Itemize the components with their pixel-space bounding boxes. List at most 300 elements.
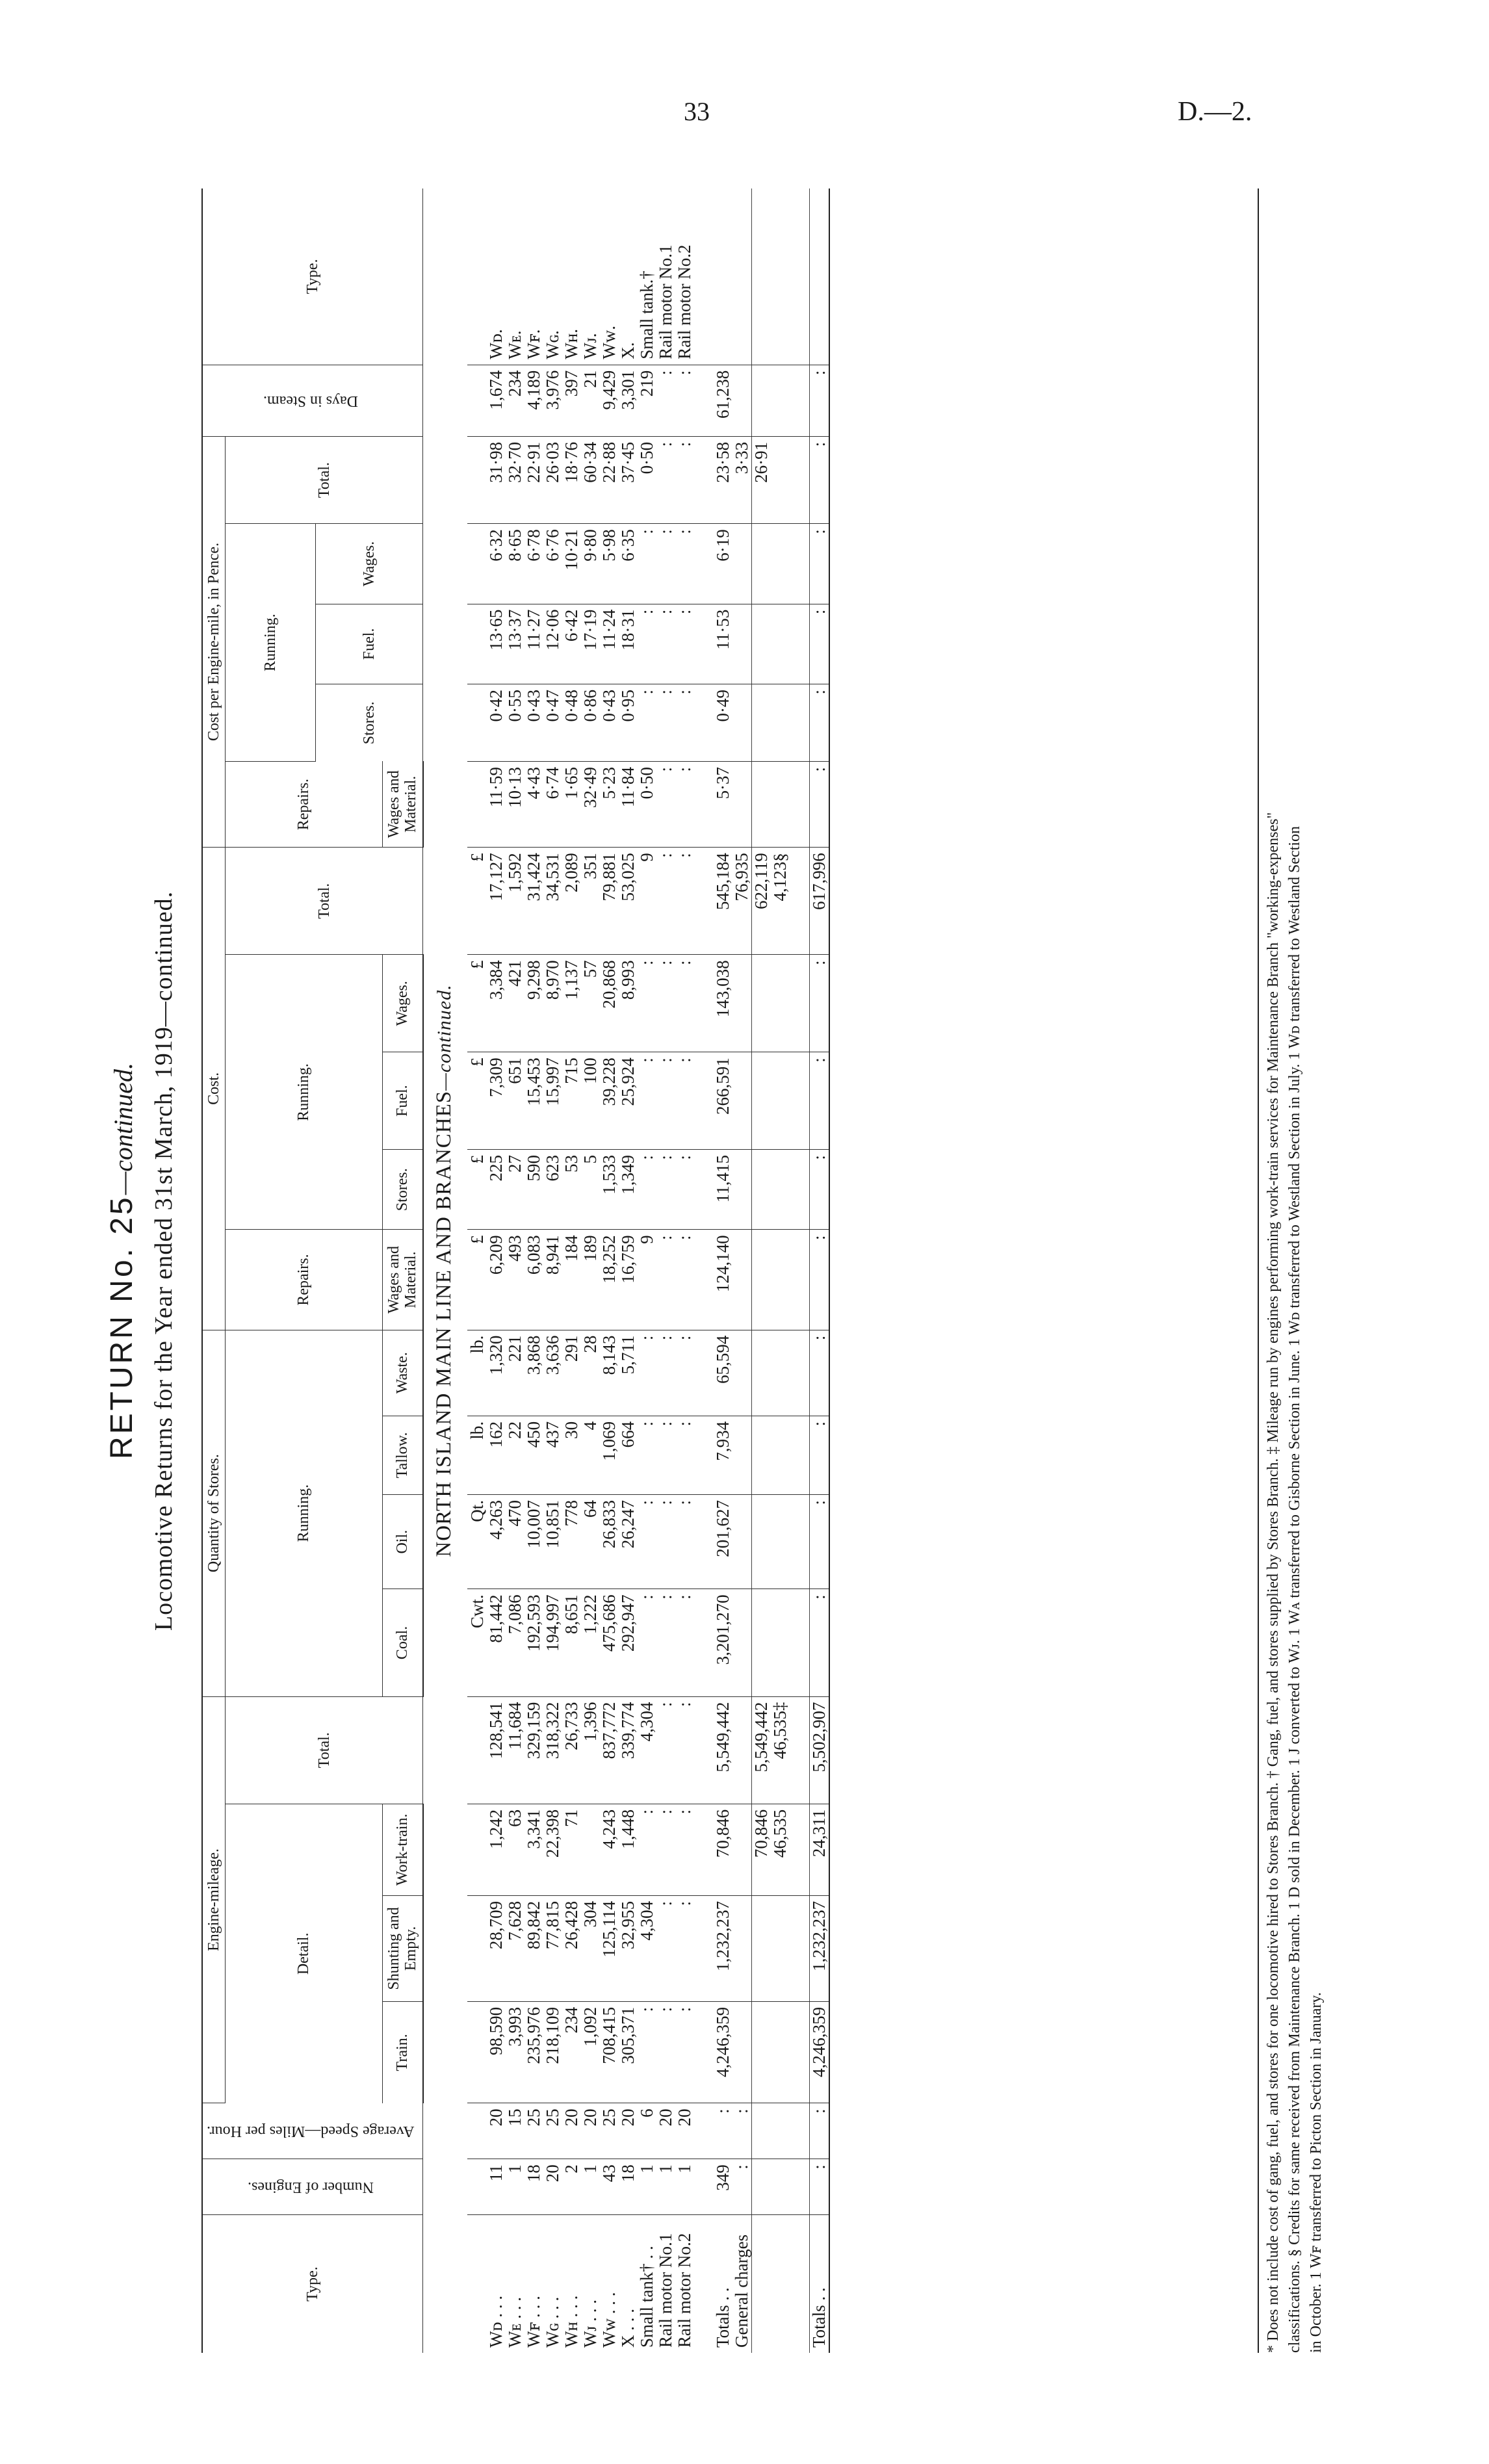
table-cell: Cwt.	[467, 1589, 487, 1696]
table-cell: 1·65	[562, 762, 581, 848]
table-cell: 26,833	[600, 1495, 619, 1589]
table-cell: 1,396	[581, 1696, 600, 1804]
table-cell	[771, 365, 790, 436]
table-cell	[771, 1495, 790, 1589]
table-cell: :	[809, 1495, 829, 1589]
header-cost-fuel: Fuel.	[382, 1052, 422, 1150]
table-cell	[581, 1804, 600, 1895]
table-cell: 6·78	[524, 524, 543, 604]
table-cell	[714, 188, 732, 365]
table-cell: 10,007	[524, 1495, 543, 1589]
table-cell: Wᴡ . . .	[599, 2292, 619, 2348]
table-cell: 3,301	[619, 365, 638, 436]
table-cell: 590	[524, 1150, 543, 1230]
table-cell: :	[675, 365, 694, 436]
table-cell: 266,591	[714, 1052, 732, 1150]
table-cell: 493	[506, 1230, 524, 1330]
header-train: Train.	[382, 2001, 422, 2103]
table-cell: Rail motor No.1	[655, 2233, 675, 2348]
table-cell: 81,442	[487, 1589, 506, 1696]
table-cell	[467, 436, 487, 523]
table-cell: :	[675, 436, 694, 523]
table-cell: 837,772	[600, 1696, 619, 1804]
table-cell: 3,201,270	[714, 1589, 732, 1696]
table-row	[543, 188, 562, 2353]
return-title-main: RETURN No. 25	[105, 1195, 139, 1460]
table-cell: 0·95	[619, 684, 638, 762]
header-cost-total: Total.	[226, 848, 423, 955]
table-cell	[751, 1589, 771, 1696]
table-row	[600, 188, 619, 2353]
spacer-cell	[694, 1416, 714, 1494]
table-cell: 349	[714, 2159, 732, 2215]
table-cell: :	[809, 1416, 829, 1494]
table-cell: :	[656, 524, 675, 604]
table-cell: 25,924	[619, 1052, 638, 1150]
table-cell: 26·91	[751, 436, 771, 523]
table-cell	[467, 1804, 487, 1895]
header-cost-wages-material: Wages and Material.	[382, 1230, 422, 1330]
table-cell: 4,123§	[771, 848, 790, 955]
table-cell: 6	[638, 2103, 656, 2159]
table-cell: 77,815	[543, 1895, 562, 2001]
table-cell: :	[675, 1495, 694, 1589]
table-cell	[467, 365, 487, 436]
table-cell: 18·31	[619, 604, 638, 684]
header-cost-repairs: Repairs.	[226, 1230, 382, 1330]
table-cell: 15	[506, 2103, 524, 2159]
table-cell: 20	[581, 2103, 600, 2159]
table-cell: :	[809, 2103, 829, 2159]
table-cell: 20	[562, 2103, 581, 2159]
table-cell: 9	[638, 848, 656, 955]
table-cell: :	[809, 1150, 829, 1230]
table-cell	[467, 1696, 487, 1804]
spacer-cell	[694, 2103, 714, 2159]
table-cell	[751, 1895, 771, 2001]
table-cell: 3,341	[524, 1804, 543, 1895]
grand-total-row	[809, 188, 829, 2353]
table-cell	[771, 188, 790, 365]
table-cell: 11·27	[524, 604, 543, 684]
table-cell	[732, 1052, 752, 1150]
header-shunting: Shunting and Empty.	[382, 1895, 422, 2001]
header-mileage-total: Total.	[226, 1696, 423, 1804]
table-cell	[751, 762, 771, 848]
spacer-cell	[790, 1804, 810, 1895]
spacer-cell	[694, 604, 714, 684]
table-cell: 1,349	[619, 1150, 638, 1230]
table-cell	[732, 1150, 752, 1230]
table-cell	[751, 2215, 771, 2353]
table-cell	[732, 365, 752, 436]
table-cell: 18	[619, 2159, 638, 2215]
table-row	[506, 188, 524, 2353]
table-cell	[751, 1230, 771, 1330]
table-cell: 128,541	[487, 1696, 506, 1804]
table-cell: :	[732, 2103, 752, 2159]
table-cell: Wɢ.	[543, 188, 562, 365]
table-cell: 5·98	[600, 524, 619, 604]
table-cell: 7,628	[506, 1895, 524, 2001]
table-cell	[771, 1416, 790, 1494]
table-cell	[732, 1696, 752, 1804]
spacer-cell	[694, 684, 714, 762]
table-cell: 18,252	[600, 1230, 619, 1330]
table-cell: :	[675, 1150, 694, 1230]
table-row	[656, 188, 675, 2353]
spacer-cell	[694, 2215, 714, 2353]
header-pence-repairs: Repairs.	[226, 762, 382, 848]
table-cell: Rail motor No.2	[674, 2233, 694, 2348]
spacer-cell	[790, 1052, 810, 1150]
table-cell: 7,934	[714, 1416, 732, 1494]
spacer-cell	[790, 1895, 810, 2001]
spacer-cell	[694, 1589, 714, 1696]
table-cell: :	[638, 1495, 656, 1589]
table-cell	[751, 1052, 771, 1150]
table-cell: 4	[581, 1416, 600, 1494]
return-subtitle: Locomotive Returns for the Year ended 31st March, 1919—continued.	[150, 890, 177, 1631]
table-cell: 8,941	[543, 1230, 562, 1330]
table-cell: 4,263	[487, 1495, 506, 1589]
table-cell: 1	[506, 2159, 524, 2215]
table-cell: 22·88	[600, 436, 619, 523]
spacer-cell	[694, 762, 714, 848]
table-cell	[467, 2159, 487, 2215]
table-cell: 0·55	[506, 684, 524, 762]
table-cell: :	[809, 762, 829, 848]
locomotive-returns-table	[201, 188, 830, 2353]
table-cell	[771, 524, 790, 604]
table-cell: 3,636	[543, 1330, 562, 1416]
table-cell: :	[656, 1330, 675, 1416]
table-cell: 70,846	[714, 1804, 732, 1895]
table-cell: 76,935	[732, 848, 752, 955]
table-cell	[771, 1589, 790, 1696]
table-cell: 1,592	[506, 848, 524, 955]
table-cell	[467, 684, 487, 762]
table-row	[619, 188, 638, 2353]
table-cell: 20	[487, 2103, 506, 2159]
spacer-cell	[694, 524, 714, 604]
table-cell: 8,143	[600, 1330, 619, 1416]
table-cell: 5·23	[600, 762, 619, 848]
table-cell	[771, 604, 790, 684]
table-cell: 70,846	[751, 1804, 771, 1895]
table-cell	[771, 2215, 790, 2353]
table-cell: :	[675, 762, 694, 848]
header-pence-wages: Wages.	[315, 524, 422, 604]
table-cell: 10·13	[506, 762, 524, 848]
table-cell: :	[656, 365, 675, 436]
table-cell: 0·48	[562, 684, 581, 762]
header-pence-wages-material: Wages and Material.	[382, 762, 422, 848]
table-row	[562, 188, 581, 2353]
spacer-cell	[790, 1150, 810, 1230]
totals-row	[751, 188, 771, 2353]
table-cell: Wɢ . . .	[542, 2296, 562, 2348]
table-cell: :	[675, 1895, 694, 2001]
header-type-right: Type.	[202, 188, 423, 365]
table-cell	[771, 2103, 790, 2159]
table-cell: Wᴇ.	[506, 188, 524, 365]
table-cell: 2,089	[562, 848, 581, 955]
table-cell: Totals . .	[809, 2215, 829, 2353]
table-cell: lb.	[467, 1330, 487, 1416]
table-cell	[732, 1416, 752, 1494]
spacer-cell	[790, 1589, 810, 1696]
table-cell: 3,384	[487, 955, 506, 1052]
table-cell: 26,733	[562, 1696, 581, 1804]
spacer-cell	[790, 1330, 810, 1416]
table-cell: 318,322	[543, 1696, 562, 1804]
table-cell: 5,549,442	[714, 1696, 732, 1804]
table-cell	[751, 1495, 771, 1589]
table-cell: :	[675, 2001, 694, 2103]
table-cell: 1,069	[600, 1416, 619, 1494]
table-cell: :	[675, 955, 694, 1052]
table-cell: 475,686	[600, 1589, 619, 1696]
table-cell	[771, 1150, 790, 1230]
table-cell: 63	[506, 1804, 524, 1895]
table-cell	[771, 762, 790, 848]
table-cell: 89,842	[524, 1895, 543, 2001]
table-cell: 5,502,907	[809, 1696, 829, 1804]
table-cell: 0·43	[524, 684, 543, 762]
table-cell: 6·42	[562, 604, 581, 684]
table-cell: 1,533	[600, 1150, 619, 1230]
spacer-cell	[694, 188, 714, 365]
table-cell: :	[656, 1589, 675, 1696]
table-cell: 329,159	[524, 1696, 543, 1804]
table-cell: Wʜ . . .	[561, 2295, 581, 2348]
table-cell	[732, 1895, 752, 2001]
table-row	[581, 188, 600, 2353]
table-cell: 26·03	[543, 436, 562, 523]
table-cell: 421	[506, 955, 524, 1052]
table-cell: 53,025	[619, 848, 638, 955]
table-cell: 1,674	[487, 365, 506, 436]
footnote-line: * Does not include cost of gang, fuel, and stores for one locomotive hired to Stores Branch. † Gang, fuel, and stores supplied by Stores Branch. ‡ Mileage run by engines performing work-train services for Maintenance Branch "working-expenses"	[1265, 812, 1282, 2353]
table-cell: :	[638, 1150, 656, 1230]
table-cell: 305,371	[619, 2001, 638, 2103]
table-cell	[751, 365, 771, 436]
header-pence-total: Total.	[226, 436, 423, 523]
table-cell: 4,246,359	[714, 2001, 732, 2103]
table-cell	[732, 955, 752, 1052]
spacer-cell	[790, 1230, 810, 1330]
table-cell: Wᴅ . . .	[486, 2295, 506, 2348]
table-cell: 46,535‡	[771, 1696, 790, 1804]
table-cell	[732, 762, 752, 848]
table-cell	[771, 955, 790, 1052]
table-cell	[751, 1330, 771, 1416]
table-cell: 8,651	[562, 1589, 581, 1696]
table-cell: 351	[581, 848, 600, 955]
table-cell: 11	[487, 2159, 506, 2215]
header-pence-running: Running.	[226, 524, 315, 762]
table-cell: Wꜰ.	[524, 188, 543, 365]
spacer-cell	[694, 1150, 714, 1230]
table-cell: 708,415	[600, 2001, 619, 2103]
header-work-train: Work-train.	[382, 1804, 422, 1895]
table-cell: 6·35	[619, 524, 638, 604]
table-cell: 26,428	[562, 1895, 581, 2001]
header-type: Type.	[202, 2215, 423, 2353]
spacer-cell	[694, 1495, 714, 1589]
table-cell: 2	[562, 2159, 581, 2215]
section-heading: NORTH ISLAND MAIN LINE AND BRANCHES—continued.	[432, 984, 456, 1557]
spacer-cell	[694, 1052, 714, 1150]
spacer-cell	[790, 848, 810, 955]
table-cell	[467, 524, 487, 604]
table-cell: Wꜰ . . .	[523, 2296, 543, 2348]
header-cost-running: Running.	[226, 955, 382, 1230]
table-cell: 8,970	[543, 955, 562, 1052]
table-cell: 6·32	[487, 524, 506, 604]
table-cell: 234	[506, 365, 524, 436]
table-cell	[732, 524, 752, 604]
table-cell: Wᴊ.	[581, 188, 600, 365]
table-cell: 5	[581, 1150, 600, 1230]
table-cell	[771, 1230, 790, 1330]
table-cell: 1,137	[562, 955, 581, 1052]
table-cell: :	[638, 1589, 656, 1696]
spacer-cell	[790, 955, 810, 1052]
table-cell: 30	[562, 1416, 581, 1494]
table-cell: :	[638, 1804, 656, 1895]
table-cell: 13·37	[506, 604, 524, 684]
spacer-cell	[790, 365, 810, 436]
table-cell: :	[809, 1589, 829, 1696]
spacer-cell	[790, 2001, 810, 2103]
table-cell: Totals . .	[712, 2287, 732, 2348]
spacer-cell	[790, 604, 810, 684]
table-cell: 201,627	[714, 1495, 732, 1589]
table-cell: £	[467, 848, 487, 955]
header-average-speed: Average Speed—Miles per Hour.	[202, 2103, 423, 2159]
table-cell: 20,868	[600, 955, 619, 1052]
table-cell: 17·19	[581, 604, 600, 684]
table-cell: lb.	[467, 1416, 487, 1494]
spacer-cell	[790, 2215, 810, 2353]
header-cost: Cost.	[202, 848, 226, 1330]
spacer-cell	[790, 1416, 810, 1494]
table-row	[675, 188, 694, 2353]
table-cell	[771, 436, 790, 523]
table-cell	[809, 188, 829, 365]
table-cell: :	[809, 365, 829, 436]
table-cell: :	[809, 684, 829, 762]
table-cell: :	[638, 684, 656, 762]
table-cell: :	[675, 604, 694, 684]
table-cell: 65,594	[714, 1330, 732, 1416]
table-cell: 22,398	[543, 1804, 562, 1895]
table-cell: 622,119	[751, 848, 771, 955]
table-cell: 219	[638, 365, 656, 436]
return-title-continued: —continued.	[109, 1062, 138, 1195]
table-cell	[467, 188, 487, 365]
table-cell: 715	[562, 1052, 581, 1150]
table-cell: 778	[562, 1495, 581, 1589]
table-cell: :	[675, 1330, 694, 1416]
table-cell: :	[656, 436, 675, 523]
table-cell: 57	[581, 955, 600, 1052]
table-cell	[467, 2103, 487, 2159]
table-cell	[732, 604, 752, 684]
table-cell: :	[675, 684, 694, 762]
table-cell: 3·33	[732, 436, 752, 523]
table-cell: 0·50	[638, 436, 656, 523]
table-cell	[771, 1330, 790, 1416]
table-cell: :	[656, 1150, 675, 1230]
page-number: 33	[684, 97, 710, 126]
table-cell: Wᴡ.	[600, 188, 619, 365]
table-cell: 6·19	[714, 524, 732, 604]
table-cell: 0·50	[638, 762, 656, 848]
table-cell: :	[656, 1052, 675, 1150]
table-cell: 9,298	[524, 955, 543, 1052]
table-cell: 15,997	[543, 1052, 562, 1150]
table-cell: 545,184	[714, 848, 732, 955]
table-cell: 11,415	[714, 1150, 732, 1230]
header-oil: Oil.	[382, 1495, 422, 1589]
table-cell: X . . .	[617, 2309, 638, 2348]
table-cell: 31·98	[487, 436, 506, 523]
table-cell: 3,976	[543, 365, 562, 436]
table-cell	[771, 1895, 790, 2001]
table-cell: 98,590	[487, 2001, 506, 2103]
table-cell: 20	[675, 2103, 694, 2159]
table-cell: 651	[506, 1052, 524, 1150]
rotated-table-block	[104, 169, 1365, 2353]
table-cell: Wᴅ.	[487, 188, 506, 365]
header-coal: Coal.	[382, 1589, 422, 1696]
table-cell: 11·24	[600, 604, 619, 684]
table-cell: 16,759	[619, 1230, 638, 1330]
header-tallow: Tallow.	[382, 1416, 422, 1494]
table-cell: 0·43	[600, 684, 619, 762]
table-cell: 22·91	[524, 436, 543, 523]
table-cell: :	[675, 848, 694, 955]
table-cell: 1,242	[487, 1804, 506, 1895]
spacer-row	[694, 188, 714, 2353]
table-cell	[751, 188, 771, 365]
table-cell: 1	[581, 2159, 600, 2215]
table-cell	[751, 2103, 771, 2159]
table-cell: Small tank.†	[638, 188, 656, 365]
document-code: D.—2.	[1178, 97, 1252, 127]
table-cell: 27	[506, 1150, 524, 1230]
table-cell	[732, 188, 752, 365]
table-cell: Small tank† . .	[636, 2246, 656, 2348]
table-cell: 71	[562, 1804, 581, 1895]
table-cell: 79,881	[600, 848, 619, 955]
table-cell: 9,429	[600, 365, 619, 436]
table-cell	[467, 762, 487, 848]
table-cell	[771, 1052, 790, 1150]
spacer-cell	[790, 436, 810, 523]
table-cell: 4,304	[638, 1895, 656, 2001]
table-cell: 28,709	[487, 1895, 506, 2001]
table-cell: 1	[656, 2159, 675, 2215]
table-cell: X.	[619, 188, 638, 365]
table-cell: :	[809, 604, 829, 684]
table-cell: :	[638, 1416, 656, 1494]
table-cell: :	[656, 1495, 675, 1589]
table-cell: :	[656, 762, 675, 848]
